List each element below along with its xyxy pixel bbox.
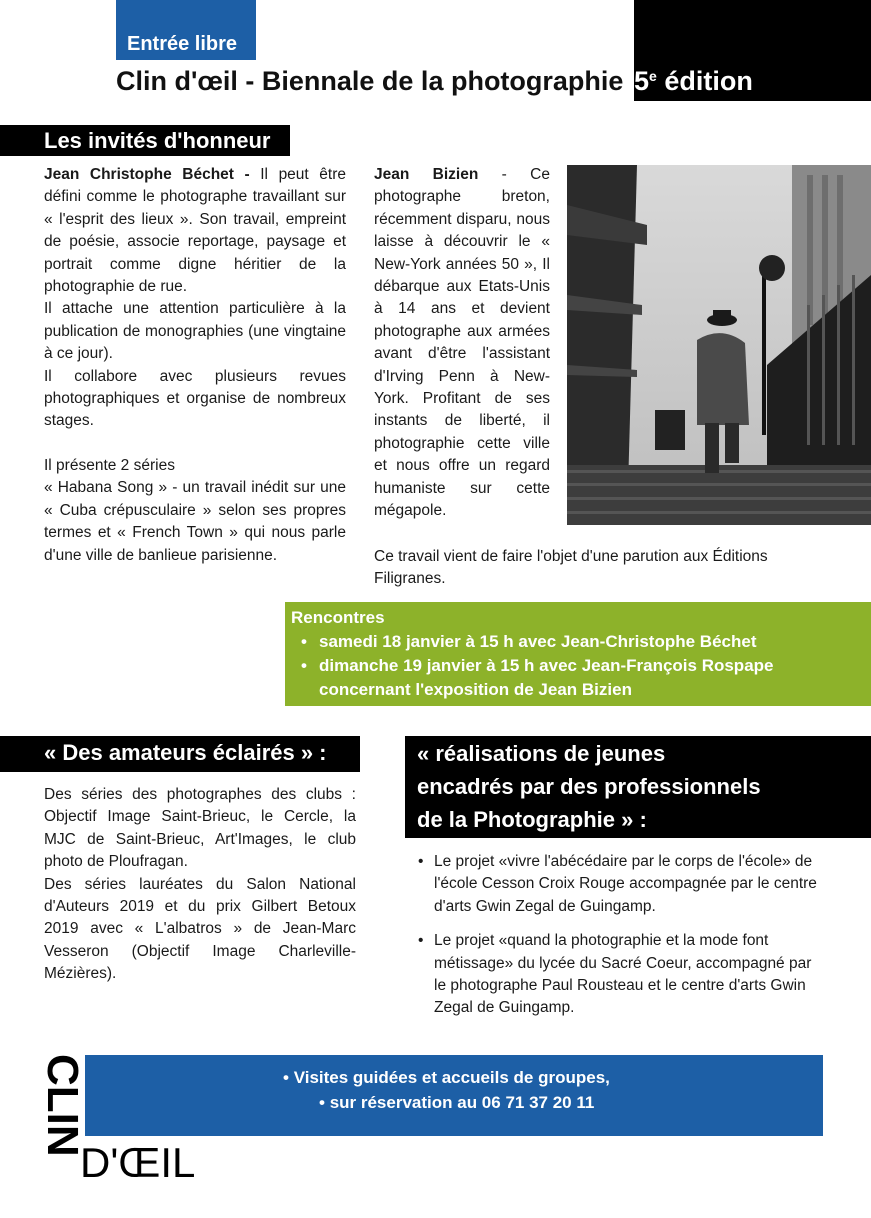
rencontres-item-continuation	[291, 678, 773, 702]
amateurs-text-2: Des séries lauréates du Salon National d'Auteurs 2019 et du prix Gilbert Betoux 2019 avec « L'albatros » de Jean-Marc Vesseron (Objectif Image Charleville-Mézières).	[44, 875, 356, 983]
photo-new-york-man-stairs	[567, 165, 871, 525]
bechet-text-3: Il collabore avec plusieurs revues photographiques et organise de nombreux stages.	[44, 367, 346, 430]
bullet-icon: •	[283, 1068, 289, 1087]
rencontres-item-text: samedi 18 janvier à 15 h avec Jean-Christophe Béchet	[319, 632, 757, 651]
bechet-column	[44, 164, 346, 567]
logo-word-clin: CLIN	[40, 1054, 87, 1157]
rencontres-item-text: dimanche 19 janvier à 15 h avec Jean-François Rospape	[319, 656, 774, 675]
bullet-icon: •	[418, 932, 424, 950]
rencontres-list	[291, 630, 773, 702]
bechet-text-1: Il peut être défini comme le photographe travaillant sur « l'esprit des lieux ». Son travail, empreint de poésie, associe reportage, paysage et portrait comme digne héritier de la photographie de rue.	[44, 166, 347, 296]
project-text: Le projet «quand la photographie et la mode font métissage» du lycée du Sacré Coeur, accompagné par le photographe Paul Rousteau et le centre d'arts Gwin Zegal de Guingamp.	[434, 932, 812, 1017]
amateurs-heading-bar	[0, 736, 360, 772]
realisations-heading-line: encadrés par des professionnels	[417, 774, 761, 799]
visites-line-1-text: Visites guidées et accueils de groupes,	[293, 1068, 610, 1087]
bullet-icon: •	[301, 632, 307, 651]
amateurs-text-1: Des séries des photographes des clubs : Objectif Image Saint-Brieuc, le Cercle, la MJC de Saint-Brieuc, Art'Images, le club photo de Ploufragan.	[44, 786, 356, 871]
project-item	[416, 851, 826, 918]
rencontres-title: Rencontres	[291, 608, 385, 627]
bechet-text-2: Il attache une attention particulière à la publication de monographies (une vingtaine à ce jour).	[44, 300, 346, 363]
bizien-column	[374, 164, 550, 523]
edition-number: 5	[634, 66, 650, 96]
bullet-icon: •	[319, 1093, 325, 1112]
bizien-name: Jean Bizien	[374, 166, 479, 183]
amateurs-text	[44, 784, 356, 986]
entree-libre-badge	[116, 0, 256, 60]
visites-line-2	[319, 1093, 594, 1113]
edition-word: édition	[656, 66, 753, 96]
logo-word-doeil: D'ŒIL	[80, 1139, 196, 1182]
amateurs-heading: « Des amateurs éclairés » :	[44, 740, 327, 765]
entree-libre-label: Entrée libre	[127, 33, 238, 55]
invites-heading: Les invités d'honneur	[44, 128, 271, 153]
bullet-icon: •	[301, 656, 307, 675]
bizien-intro	[374, 164, 550, 523]
projects-list	[416, 851, 826, 1032]
edition-label	[634, 66, 753, 97]
rencontres-item	[291, 654, 773, 678]
edition-sup: e	[649, 68, 657, 84]
bechet-text-4: Il présente 2 séries	[44, 456, 175, 474]
bechet-name: Jean Christophe Béchet -	[44, 166, 250, 183]
invites-heading-bar	[0, 125, 290, 156]
realisations-heading-line: de la Photographie » :	[417, 807, 647, 832]
visites-line-1	[283, 1068, 610, 1088]
bullet-icon: •	[418, 853, 424, 870]
clin-doeil-logo	[40, 1052, 220, 1182]
rencontres-item	[291, 630, 773, 654]
bizien-text-1: - Ce photographe breton, récemment disparu, nous laisse à découvrir le « New-York années 50 », Il débarque aux Etats-Unis à 14 ans et devient photographe aux armées avant d'être l'assistant d'Irving Penn à New-York. Profitant de ses instants de liberté, il photographie cette ville et nous offre un regard humaniste sur cette mégapole.	[374, 166, 550, 520]
logo-graphic	[40, 1052, 220, 1182]
rencontres-item-text: concernant l'exposition de Jean Bizien	[319, 680, 632, 699]
visites-line-2-text: sur réservation au 06 71 37 20 11	[329, 1093, 595, 1112]
bechet-intro	[44, 164, 346, 298]
realisations-heading-line: « réalisations de jeunes	[417, 741, 666, 766]
bizien-photo	[567, 165, 871, 525]
project-text: Le projet «vivre l'abécédaire par le corps de l'école» de l'école Cesson Croix Rouge accompagnée par le centre d'arts Gwin Zegal de Guingamp.	[434, 853, 817, 915]
bechet-text-5: « Habana Song » - un travail inédit sur une « Cuba crépusculaire » selon ses propres termes et « French Town » qui nous parle d'une ville de banlieue parisienne.	[44, 479, 346, 564]
page-title: Clin d'œil - Biennale de la photographie	[116, 66, 624, 96]
project-item	[416, 930, 826, 1020]
rencontres-box	[285, 602, 871, 706]
realisations-heading-bar	[405, 736, 871, 838]
bizien-publication: Ce travail vient de faire l'objet d'une parution aux Éditions Filigranes.	[374, 548, 768, 588]
